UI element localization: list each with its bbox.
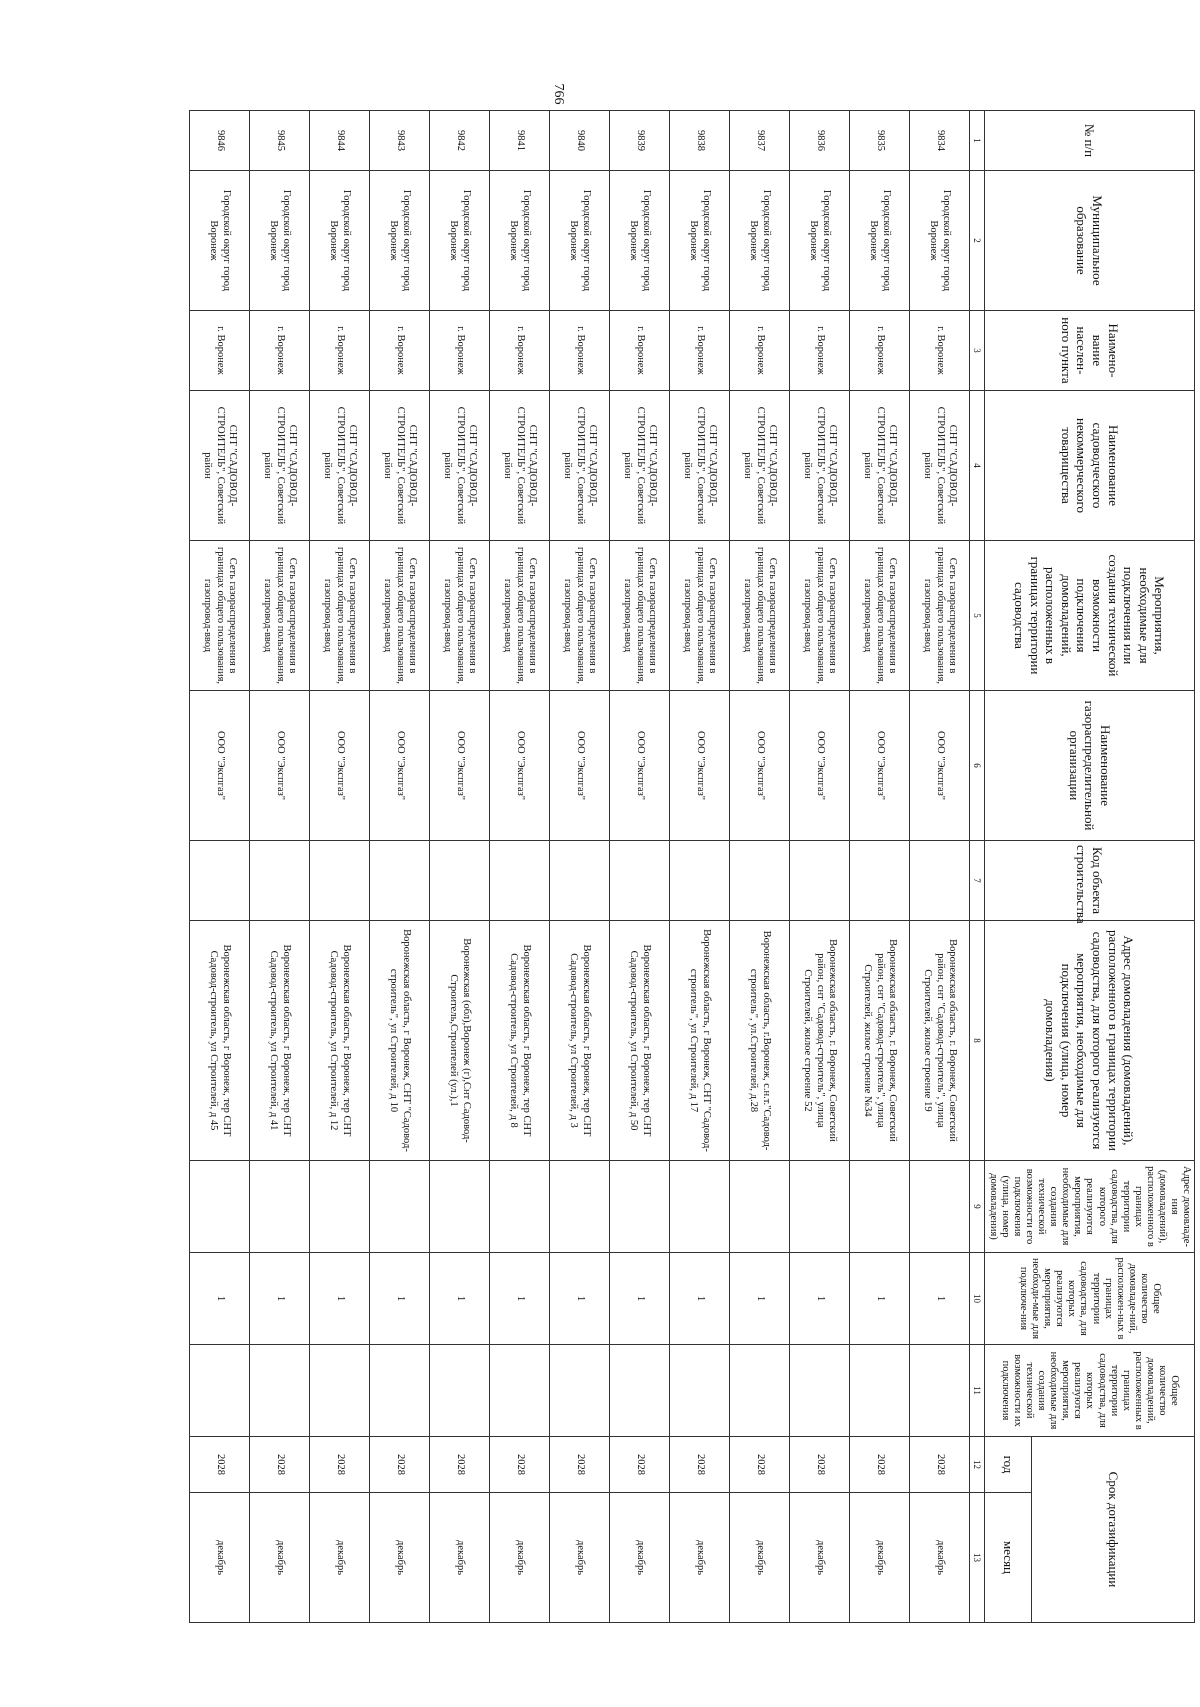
cell-addr2 xyxy=(729,1161,789,1253)
cell-n: 9840 xyxy=(549,111,609,171)
cell-addr: Воронежская область, г Воронеж, СНТ "Садовод-строитель", ул Строителей, д 17 xyxy=(669,921,729,1161)
cell-year: 2028 xyxy=(729,1437,789,1493)
cell-cnt2 xyxy=(189,1345,249,1437)
cell-org: ООО "Экспгаз" xyxy=(609,691,669,841)
table-row xyxy=(609,111,669,1623)
cell-month: декабрь xyxy=(849,1493,909,1623)
cell-code xyxy=(609,841,669,921)
cell-addr2 xyxy=(909,1161,969,1253)
cell-month: декабрь xyxy=(249,1493,309,1623)
cell-snt: СНТ "САДОВОД-СТРОИТЕЛЬ", Советский район xyxy=(669,391,729,541)
cell-addr: Воронежская область, г Воронеж, СНТ "Садовод-строитель", ул Строителей, д 10 xyxy=(369,921,429,1161)
cell-cnt: 1 xyxy=(729,1253,789,1345)
cell-addr: Воронежская область, г Воронеж, тер СНТ Садовод-строитель, ул Строителей, д 12 xyxy=(309,921,369,1161)
cell-event: Сеть газораспределения в границах общего пользования, газопровод-ввод xyxy=(789,541,849,691)
cell-month: декабрь xyxy=(789,1493,849,1623)
cell-n: 9843 xyxy=(369,111,429,171)
cell-cnt2 xyxy=(549,1345,609,1437)
cell-event: Сеть газораспределения в границах общего пользования, газопровод-ввод xyxy=(669,541,729,691)
cell-cnt2 xyxy=(249,1345,309,1437)
gasification-table xyxy=(189,110,1195,1623)
column-number: 1 xyxy=(969,111,984,171)
cell-addr: Воронежская область, г Воронеж, тер СНТ Садовод-строитель, ул Строителей, д 50 xyxy=(609,921,669,1161)
cell-org: ООО "Экспгаз" xyxy=(429,691,489,841)
cell-cnt: 1 xyxy=(249,1253,309,1345)
cell-mo: Городской округ город Воронеж xyxy=(369,171,429,311)
column-number: 9 xyxy=(969,1161,984,1253)
cell-event: Сеть газораспределения в границах общего пользования, газопровод-ввод xyxy=(309,541,369,691)
cell-addr2 xyxy=(849,1161,909,1253)
cell-np: г. Воронеж xyxy=(669,311,729,391)
header-cell: Муниципальное образование xyxy=(984,171,1194,311)
cell-event: Сеть газораспределения в границах общего пользования, газопровод-ввод xyxy=(429,541,489,691)
cell-event: Сеть газораспределения в границах общего пользования, газопровод-ввод xyxy=(909,541,969,691)
table-row xyxy=(729,111,789,1623)
cell-addr: Воронежская область, г Воронеж, тер СНТ Садовод-строитель, ул Строителей, д 45 xyxy=(189,921,249,1161)
table-row xyxy=(789,111,849,1623)
cell-year: 2028 xyxy=(189,1437,249,1493)
table-row xyxy=(189,111,249,1623)
cell-mo: Городской округ город Воронеж xyxy=(309,171,369,311)
header-cell: Адрес домовладе-ния (домовладений), расположенного в границах территории садоводства, для которого реализуются мероприятия, необходимые для создания технической возможности его подключения (улица, номер домовладения) xyxy=(984,1161,1194,1253)
cell-n: 9846 xyxy=(189,111,249,171)
cell-month: декабрь xyxy=(909,1493,969,1623)
cell-n: 9834 xyxy=(909,111,969,171)
cell-n: 9836 xyxy=(789,111,849,171)
column-number: 11 xyxy=(969,1345,984,1437)
cell-year: 2028 xyxy=(249,1437,309,1493)
cell-addr2 xyxy=(609,1161,669,1253)
cell-cnt: 1 xyxy=(789,1253,849,1345)
cell-addr2 xyxy=(189,1161,249,1253)
cell-np: г. Воронеж xyxy=(729,311,789,391)
cell-np: г. Воронеж xyxy=(609,311,669,391)
cell-month: декабрь xyxy=(669,1493,729,1623)
cell-cnt: 1 xyxy=(489,1253,549,1345)
cell-org: ООО "Экспгаз" xyxy=(189,691,249,841)
column-number: 10 xyxy=(969,1253,984,1345)
cell-year: 2028 xyxy=(789,1437,849,1493)
cell-cnt: 1 xyxy=(669,1253,729,1345)
cell-snt: СНТ "САДОВОД-СТРОИТЕЛЬ", Советский район xyxy=(189,391,249,541)
cell-org: ООО "Экспгаз" xyxy=(849,691,909,841)
cell-org: ООО "Экспгаз" xyxy=(789,691,849,841)
cell-cnt2 xyxy=(309,1345,369,1437)
table-body xyxy=(189,111,969,1623)
cell-cnt2 xyxy=(429,1345,489,1437)
cell-cnt: 1 xyxy=(189,1253,249,1345)
table-row xyxy=(309,111,369,1623)
cell-code xyxy=(489,841,549,921)
cell-addr: Воронежская область, г. Воронеж, Советский район, снт "Садовод-строитель", улица Строителей, жилое строение 52 xyxy=(789,921,849,1161)
cell-year: 2028 xyxy=(309,1437,369,1493)
cell-code xyxy=(849,841,909,921)
cell-np: г. Воронеж xyxy=(249,311,309,391)
cell-code xyxy=(249,841,309,921)
cell-addr: Воронежская область, г. Воронеж, Советский район, снт "Садовод-строитель", улица Строителей, жилое строение 19 xyxy=(909,921,969,1161)
cell-addr: Воронежская область, г Воронеж, тер СНТ Садовод-строитель, ул Строителей, д 41 xyxy=(249,921,309,1161)
cell-np: г. Воронеж xyxy=(189,311,249,391)
cell-n: 9845 xyxy=(249,111,309,171)
page-number: 766 xyxy=(551,83,566,105)
column-number: 5 xyxy=(969,541,984,691)
cell-snt: СНТ "САДОВОД-СТРОИТЕЛЬ", Советский район xyxy=(249,391,309,541)
cell-addr2 xyxy=(369,1161,429,1253)
cell-org: ООО "Экспгаз" xyxy=(669,691,729,841)
header-cell: Адрес домовладения (домовладений), расположенного в границах территории садоводства, для которого реализуются мероприятия, необходимые для подключения (улица, номер домовладения) xyxy=(984,921,1194,1161)
cell-addr2 xyxy=(249,1161,309,1253)
column-number: 2 xyxy=(969,171,984,311)
column-number: 8 xyxy=(969,921,984,1161)
table-row xyxy=(549,111,609,1623)
cell-year: 2028 xyxy=(909,1437,969,1493)
cell-n: 9841 xyxy=(489,111,549,171)
cell-month: декабрь xyxy=(609,1493,669,1623)
column-number: 3 xyxy=(969,311,984,391)
cell-np: г. Воронеж xyxy=(369,311,429,391)
header-cell: Наименование садоводческого некоммерческого товарищества xyxy=(984,391,1194,541)
cell-month: декабрь xyxy=(189,1493,249,1623)
header-cell: Общее количество домовладений, расположенных в границах территории садоводства, для которых реализуются мероприятия, необходимые для создания технической возможности их подключения xyxy=(984,1345,1194,1437)
header-cell: № п/п xyxy=(984,111,1194,171)
header-cell: Наимено-вание населен-ного пункта xyxy=(984,311,1194,391)
cell-mo: Городской округ город Воронеж xyxy=(429,171,489,311)
column-number: 13 xyxy=(969,1493,984,1623)
cell-event: Сеть газораспределения в границах общего пользования, газопровод-ввод xyxy=(549,541,609,691)
cell-month: декабрь xyxy=(729,1493,789,1623)
cell-mo: Городской округ город Воронеж xyxy=(669,171,729,311)
column-number: 7 xyxy=(969,841,984,921)
cell-cnt2 xyxy=(489,1345,549,1437)
cell-snt: СНТ "САДОВОД-СТРОИТЕЛЬ", Советский район xyxy=(849,391,909,541)
cell-code xyxy=(369,841,429,921)
cell-n: 9835 xyxy=(849,111,909,171)
cell-addr: Воронежская область, г Воронеж, тер СНТ Садовод-строитель, ул Строителей, д 3 xyxy=(549,921,609,1161)
cell-np: г. Воронеж xyxy=(429,311,489,391)
cell-snt: СНТ "САДОВОД-СТРОИТЕЛЬ", Советский район xyxy=(789,391,849,541)
table-row xyxy=(849,111,909,1623)
cell-code xyxy=(189,841,249,921)
cell-n: 9844 xyxy=(309,111,369,171)
cell-cnt: 1 xyxy=(909,1253,969,1345)
cell-snt: СНТ "САДОВОД-СТРОИТЕЛЬ", Советский район xyxy=(489,391,549,541)
cell-cnt2 xyxy=(609,1345,669,1437)
rotated-sheet xyxy=(95,110,1195,1622)
cell-addr: Воронежская область, г Воронеж, тер СНТ Садовод-строитель, ул Строителей, д 8 xyxy=(489,921,549,1161)
cell-n: 9838 xyxy=(669,111,729,171)
cell-cnt2 xyxy=(789,1345,849,1437)
cell-org: ООО "Экспгаз" xyxy=(249,691,309,841)
cell-year: 2028 xyxy=(549,1437,609,1493)
cell-n: 9839 xyxy=(609,111,669,171)
cell-n: 9837 xyxy=(729,111,789,171)
cell-snt: СНТ "САДОВОД-СТРОИТЕЛЬ", Советский район xyxy=(609,391,669,541)
cell-cnt: 1 xyxy=(609,1253,669,1345)
cell-addr2 xyxy=(309,1161,369,1253)
cell-addr: Воронежская (обл),Воронеж (г),Снт Садовод-Строитель,Строителей (ул.),1 xyxy=(429,921,489,1161)
cell-code xyxy=(729,841,789,921)
cell-snt: СНТ "САДОВОД-СТРОИТЕЛЬ", Советский район xyxy=(309,391,369,541)
cell-year: 2028 xyxy=(429,1437,489,1493)
cell-event: Сеть газораспределения в границах общего пользования, газопровод-ввод xyxy=(249,541,309,691)
cell-year: 2028 xyxy=(369,1437,429,1493)
cell-org: ООО "Экспгаз" xyxy=(369,691,429,841)
column-number: 4 xyxy=(969,391,984,541)
cell-org: ООО "Экспгаз" xyxy=(909,691,969,841)
cell-year: 2028 xyxy=(609,1437,669,1493)
cell-cnt2 xyxy=(369,1345,429,1437)
cell-code xyxy=(669,841,729,921)
header-cell: Срок догазификации xyxy=(1032,1437,1195,1623)
header-cell: Мероприятия, необходимые для подключения или создания технической возможности подключения домовладений, расположенных в границах территории садоводства xyxy=(984,541,1194,691)
cell-org: ООО "Экспгаз" xyxy=(729,691,789,841)
cell-mo: Городской округ город Воронеж xyxy=(489,171,549,311)
cell-event: Сеть газораспределения в границах общего пользования, газопровод-ввод xyxy=(609,541,669,691)
table-row xyxy=(909,111,969,1623)
cell-code xyxy=(429,841,489,921)
cell-addr: Воронежская область, г. Воронеж, Советский район, снт "Садовод-строитель", улица Строителей, жилое строение №34 xyxy=(849,921,909,1161)
cell-addr2 xyxy=(669,1161,729,1253)
cell-mo: Городской округ город Воронеж xyxy=(189,171,249,311)
cell-cnt: 1 xyxy=(309,1253,369,1345)
cell-snt: СНТ "САДОВОД-СТРОИТЕЛЬ", Советский район xyxy=(729,391,789,541)
header-cell: Общее количество домовладе-ний, расположен-ных в границах территории садоводства, для которых реализуются мероприятия, необходи-мые для подключе-ния xyxy=(984,1253,1194,1345)
cell-year: 2028 xyxy=(849,1437,909,1493)
cell-month: декабрь xyxy=(489,1493,549,1623)
column-number: 6 xyxy=(969,691,984,841)
table-row xyxy=(429,111,489,1623)
column-number-row xyxy=(969,111,984,1623)
cell-np: г. Воронеж xyxy=(549,311,609,391)
cell-cnt2 xyxy=(909,1345,969,1437)
cell-year: 2028 xyxy=(489,1437,549,1493)
header-row xyxy=(1032,111,1195,1623)
header-cell: Наименование газораспределительной организации xyxy=(984,691,1194,841)
cell-event: Сеть газораспределения в границах общего пользования, газопровод-ввод xyxy=(489,541,549,691)
cell-mo: Городской округ город Воронеж xyxy=(549,171,609,311)
header-cell: год xyxy=(984,1437,1031,1493)
header-cell: месяц xyxy=(984,1493,1031,1623)
cell-np: г. Воронеж xyxy=(909,311,969,391)
cell-code xyxy=(549,841,609,921)
cell-code xyxy=(309,841,369,921)
cell-mo: Городской округ город Воронеж xyxy=(909,171,969,311)
cell-mo: Городской округ город Воронеж xyxy=(729,171,789,311)
cell-mo: Городской округ город Воронеж xyxy=(609,171,669,311)
cell-month: декабрь xyxy=(549,1493,609,1623)
cell-month: декабрь xyxy=(369,1493,429,1623)
cell-month: декабрь xyxy=(429,1493,489,1623)
cell-snt: СНТ "САДОВОД-СТРОИТЕЛЬ", Советский район xyxy=(369,391,429,541)
table-row xyxy=(249,111,309,1623)
cell-cnt: 1 xyxy=(429,1253,489,1345)
cell-cnt2 xyxy=(669,1345,729,1437)
cell-addr2 xyxy=(489,1161,549,1253)
header-cell: Код объекта строительства xyxy=(984,841,1194,921)
cell-org: ООО "Экспгаз" xyxy=(549,691,609,841)
table-row xyxy=(369,111,429,1623)
cell-event: Сеть газораспределения в границах общего пользования, газопровод-ввод xyxy=(729,541,789,691)
cell-cnt2 xyxy=(729,1345,789,1437)
cell-event: Сеть газораспределения в границах общего пользования, газопровод-ввод xyxy=(189,541,249,691)
cell-event: Сеть газораспределения в границах общего пользования, газопровод-ввод xyxy=(369,541,429,691)
cell-mo: Городской округ город Воронеж xyxy=(249,171,309,311)
cell-event: Сеть газораспределения в границах общего пользования, газопровод-ввод xyxy=(849,541,909,691)
cell-mo: Городской округ город Воронеж xyxy=(849,171,909,311)
cell-snt: СНТ "САДОВОД-СТРОИТЕЛЬ", Советский район xyxy=(549,391,609,541)
cell-cnt: 1 xyxy=(369,1253,429,1345)
cell-np: г. Воронеж xyxy=(489,311,549,391)
cell-addr: Воронежская область, г.Воронеж, с.н.т."Садовод-строитель", ул.Строителей, д.28 xyxy=(729,921,789,1161)
cell-code xyxy=(909,841,969,921)
cell-cnt: 1 xyxy=(549,1253,609,1345)
cell-snt: СНТ "САДОВОД-СТРОИТЕЛЬ", Советский район xyxy=(429,391,489,541)
cell-np: г. Воронеж xyxy=(789,311,849,391)
cell-org: ООО "Экспгаз" xyxy=(489,691,549,841)
cell-addr2 xyxy=(549,1161,609,1253)
cell-np: г. Воронеж xyxy=(849,311,909,391)
table-row xyxy=(489,111,549,1623)
cell-addr2 xyxy=(429,1161,489,1253)
cell-mo: Городской округ город Воронеж xyxy=(789,171,849,311)
cell-snt: СНТ "САДОВОД-СТРОИТЕЛЬ", Советский район xyxy=(909,391,969,541)
cell-n: 9842 xyxy=(429,111,489,171)
cell-year: 2028 xyxy=(669,1437,729,1493)
cell-month: декабрь xyxy=(309,1493,369,1623)
cell-addr2 xyxy=(789,1161,849,1253)
table-row xyxy=(669,111,729,1623)
cell-cnt: 1 xyxy=(849,1253,909,1345)
cell-cnt2 xyxy=(849,1345,909,1437)
cell-code xyxy=(789,841,849,921)
cell-np: г. Воронеж xyxy=(309,311,369,391)
cell-org: ООО "Экспгаз" xyxy=(309,691,369,841)
column-number: 12 xyxy=(969,1437,984,1493)
